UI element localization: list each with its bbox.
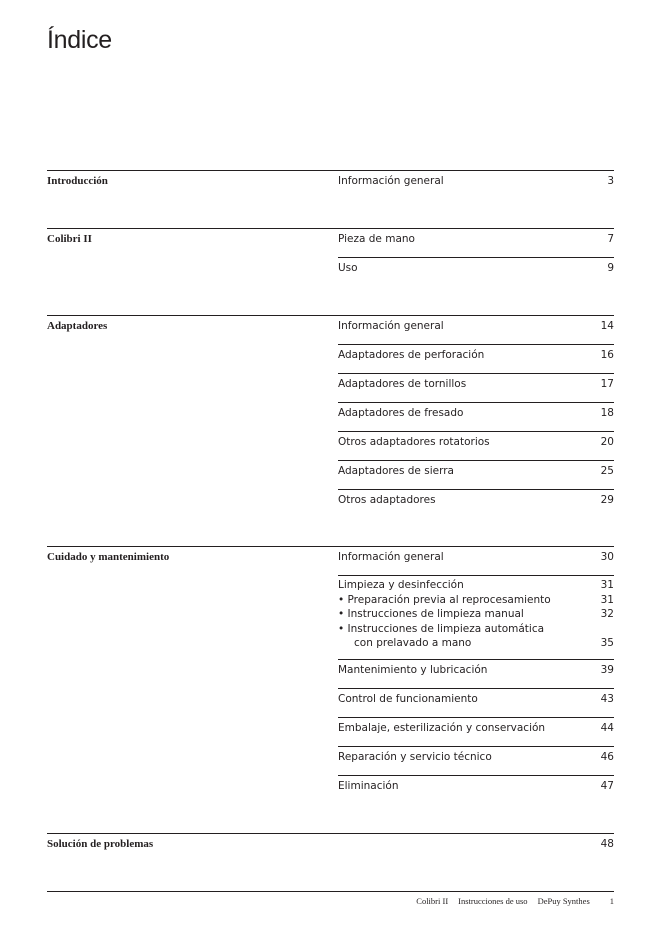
- toc-entry[interactable]: [338, 402, 614, 431]
- entry-page: 20: [600, 436, 614, 448]
- entry-label: Adaptadores de perforación: [338, 349, 485, 361]
- toc-entry[interactable]: [338, 315, 614, 344]
- entry-page: 9: [607, 262, 614, 274]
- toc-entry[interactable]: [338, 575, 614, 659]
- entry-label: Pieza de mano: [338, 233, 415, 245]
- entry-label: Adaptadores de sierra: [338, 465, 454, 477]
- entry-page: 29: [600, 494, 614, 506]
- entry-label: Limpieza y desinfección: [338, 579, 464, 591]
- toc-entry[interactable]: [338, 373, 614, 402]
- toc-subentry[interactable]: [338, 593, 614, 608]
- entry-page: 44: [600, 722, 614, 734]
- entry-label: Información general: [338, 320, 444, 332]
- subentry-label: • Preparación previa al reprocesamiento: [338, 593, 551, 606]
- footer-brand: DePuy Synthes: [537, 896, 590, 906]
- subentry-label: • Instrucciones de limpieza automática: [338, 622, 545, 635]
- subentry-page: 32: [600, 608, 614, 620]
- entry-label: Información general: [338, 551, 444, 563]
- entry-page: 18: [600, 407, 614, 419]
- toc-entry[interactable]: [338, 659, 614, 688]
- entry-page: 25: [600, 465, 614, 477]
- page-title: Índice: [47, 26, 112, 54]
- toc-entry[interactable]: [338, 228, 614, 257]
- entry-label: Adaptadores de fresado: [338, 407, 464, 419]
- footer-page-number: 1: [609, 896, 614, 906]
- section-title: Colibri II: [47, 233, 92, 245]
- subentry-label: • Instrucciones de limpieza manual: [338, 608, 524, 620]
- entry-page: 30: [600, 551, 614, 563]
- section-title: Introducción: [47, 175, 108, 187]
- entry-label: Eliminación: [338, 780, 399, 792]
- entry-label: Reparación y servicio técnico: [338, 751, 492, 763]
- entry-page: 17: [600, 378, 614, 390]
- entry-page: 47: [600, 780, 614, 792]
- entry-label: Mantenimiento y lubricación: [338, 664, 488, 676]
- entry-page: 46: [600, 751, 614, 763]
- page-footer: [416, 896, 614, 906]
- footer-product: Colibri II: [416, 896, 449, 906]
- entry-page: 39: [600, 664, 614, 676]
- toc-entry[interactable]: [338, 546, 614, 575]
- entry-page: 43: [600, 693, 614, 705]
- entry-page: 31: [600, 579, 614, 591]
- toc-entry[interactable]: [338, 775, 614, 804]
- subentry-page: 31: [600, 593, 614, 606]
- entry-label: Otros adaptadores rotatorios: [338, 436, 490, 448]
- entry-page: 48: [600, 838, 614, 850]
- section-title: Cuidado y mantenimiento: [47, 551, 170, 563]
- section-title: Adaptadores: [47, 320, 108, 332]
- toc-entry[interactable]: [338, 174, 614, 189]
- toc-entry[interactable]: [338, 746, 614, 775]
- entry-label: Adaptadores de tornillos: [338, 378, 467, 390]
- toc-entry[interactable]: [338, 460, 614, 489]
- toc-entry[interactable]: [338, 489, 614, 518]
- entry-page: 16: [600, 349, 614, 361]
- toc-entry[interactable]: [338, 431, 614, 460]
- toc-subentry[interactable]: [338, 622, 614, 651]
- entry-page: 3: [607, 175, 614, 187]
- entry-label: Control de funcionamiento: [338, 693, 478, 705]
- footer-doc: Instrucciones de uso: [458, 896, 528, 906]
- entry-page: 7: [607, 233, 614, 245]
- section-title: Solución de problemas: [47, 838, 154, 850]
- toc-entry[interactable]: [338, 717, 614, 746]
- toc-subentry[interactable]: [338, 607, 614, 622]
- footer-divider: [47, 891, 614, 892]
- entry-label: Uso: [338, 262, 358, 274]
- entry-page: 14: [600, 320, 614, 332]
- toc-entry[interactable]: [338, 837, 614, 852]
- entry-label: Otros adaptadores: [338, 494, 436, 506]
- toc-entry[interactable]: [338, 257, 614, 286]
- entry-label: Embalaje, esterilización y conservación: [338, 722, 546, 734]
- toc-entry[interactable]: [338, 344, 614, 373]
- subentry-page: 35: [600, 637, 614, 649]
- entry-label: Información general: [338, 175, 444, 187]
- subentry-label-cont: con prelavado a mano: [354, 637, 472, 649]
- toc-entry[interactable]: [338, 688, 614, 717]
